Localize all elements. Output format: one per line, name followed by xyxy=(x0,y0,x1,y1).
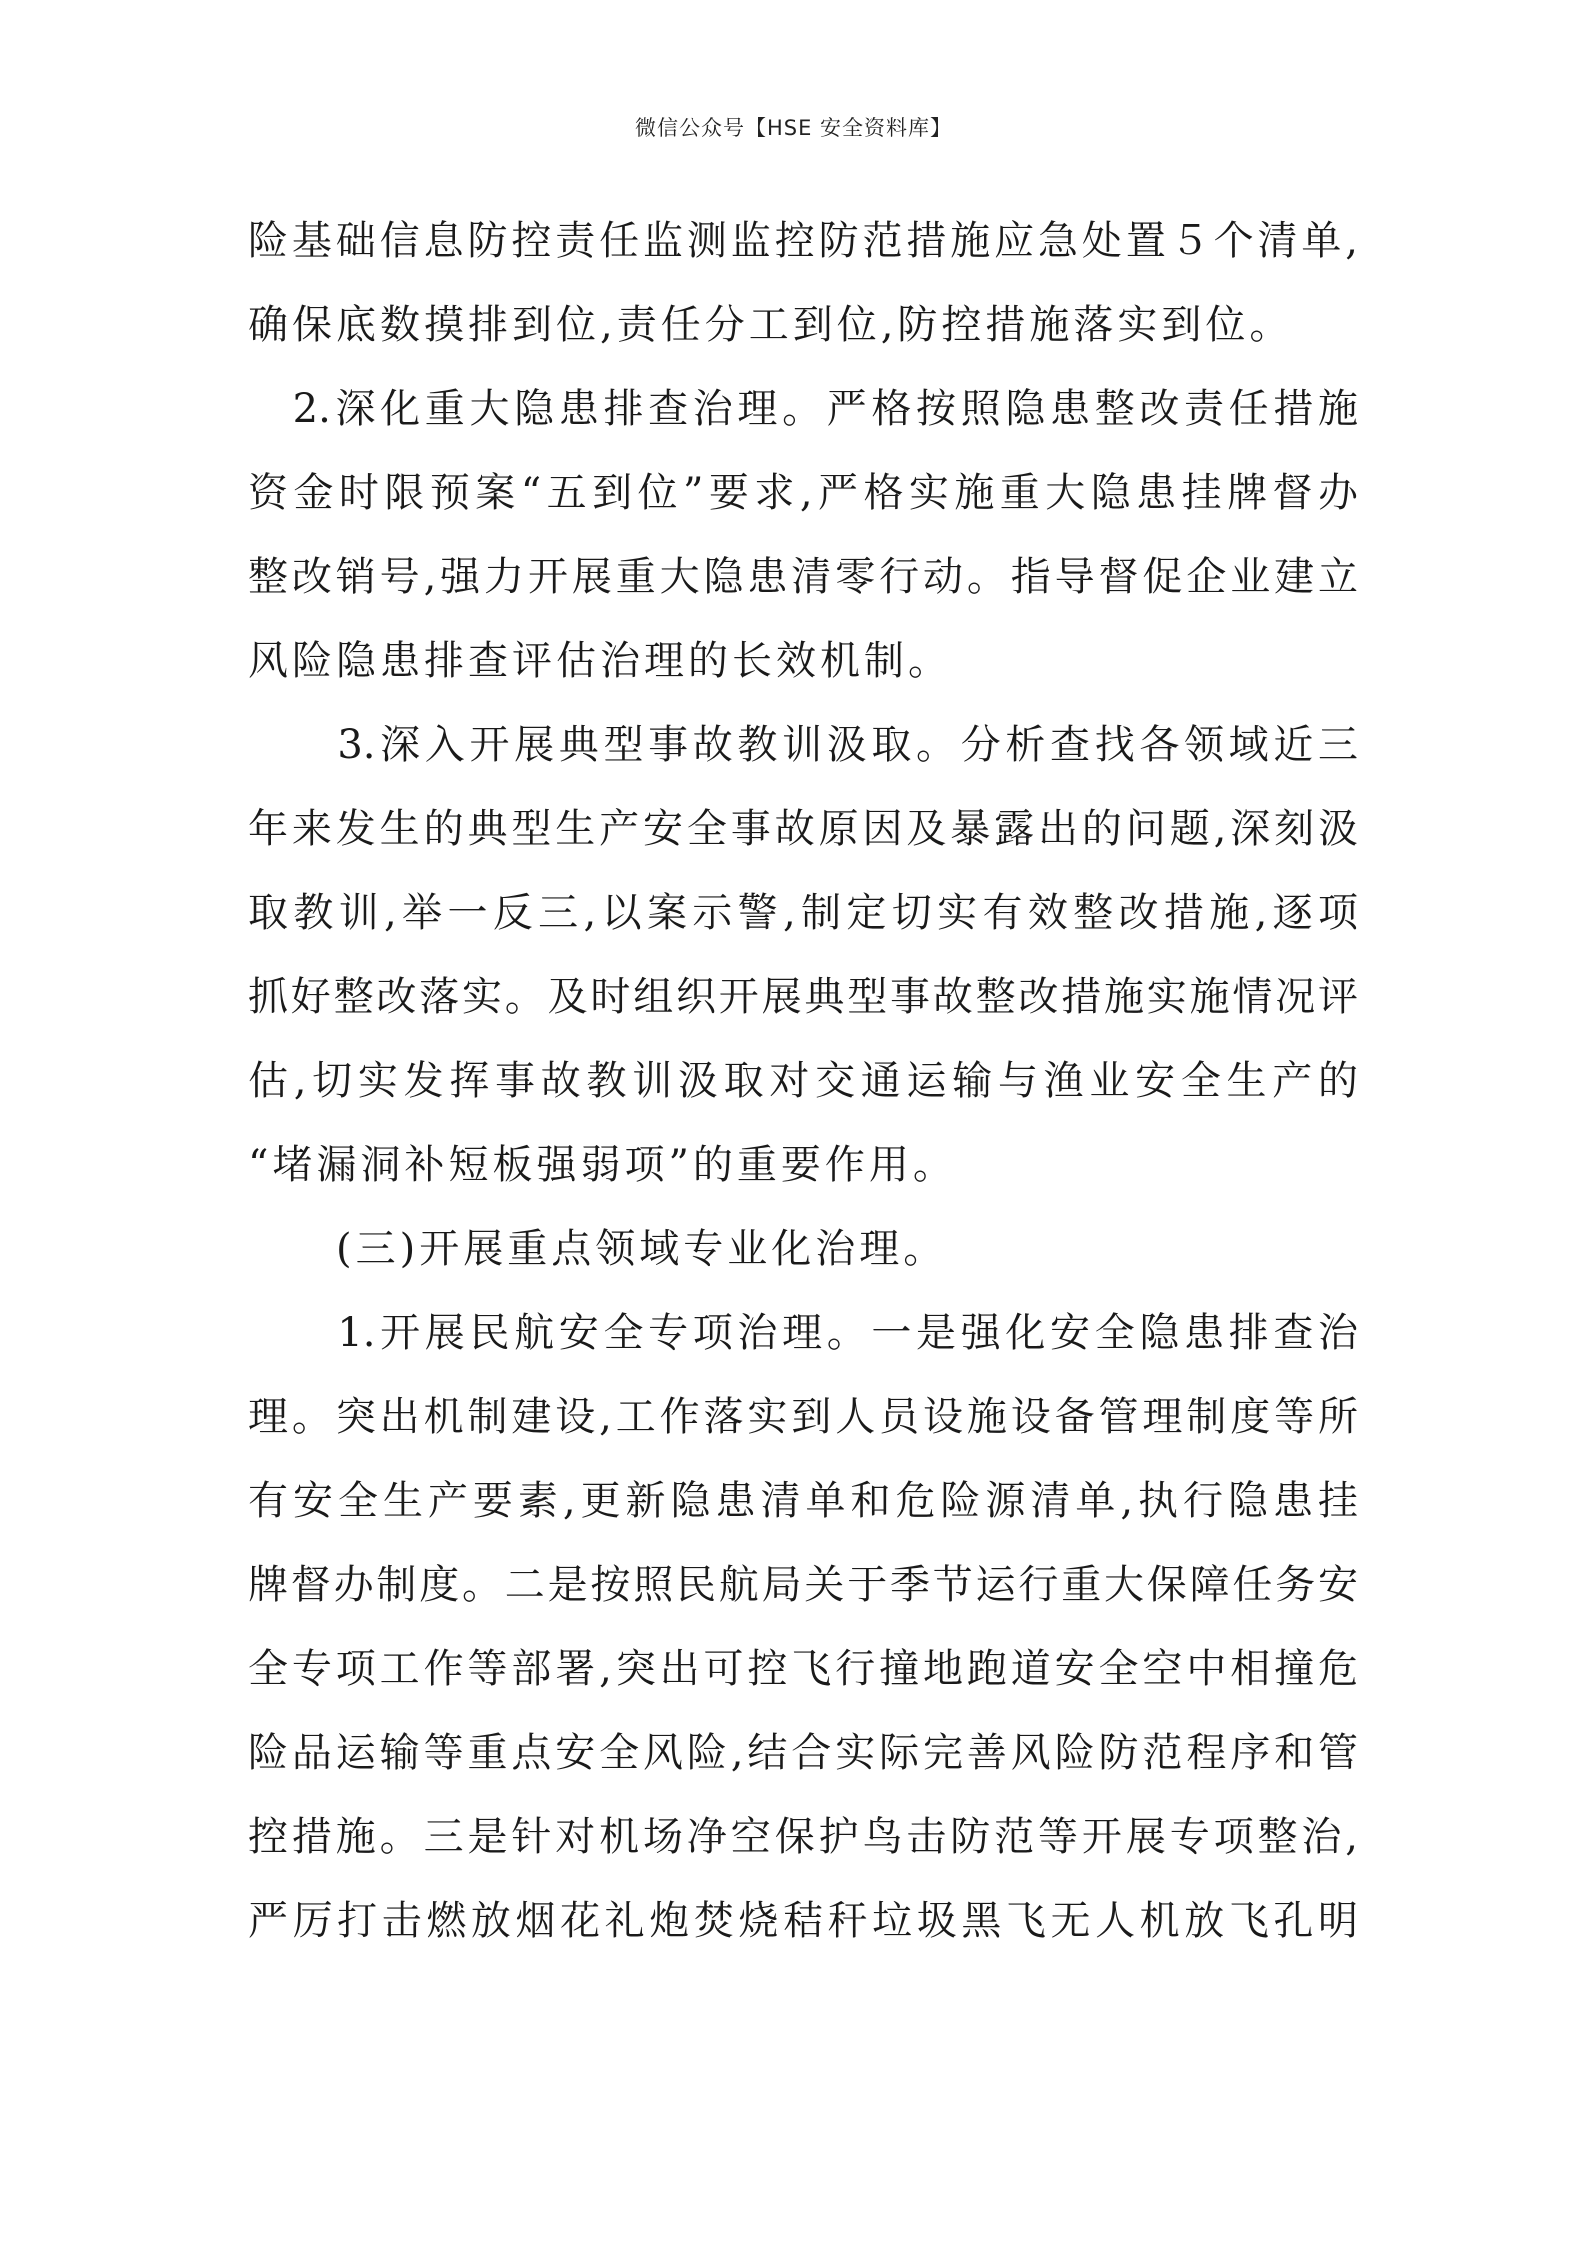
text-line: 控措施。三是针对机场净空保护鸟击防范等开展专项整治, xyxy=(248,1814,1358,1860)
text-line: 3.深入开展典型事故教训汲取。分析查找各领域近三 xyxy=(248,722,1358,768)
section-heading: (三)开展重点领域专业化治理。 xyxy=(248,1226,948,1272)
watermark-header: 微信公众号【HSE 安全资料库】 xyxy=(634,116,953,140)
text-line: 险基础信息防控责任监测监控防范措施应急处置５个清单, xyxy=(248,218,1358,264)
text-line: 取教训,举一反三,以案示警,制定切实有效整改措施,逐项 xyxy=(248,890,1358,936)
text-line: 严厉打击燃放烟花礼炮焚烧秸秆垃圾黑飞无人机放飞孔明 xyxy=(248,1898,1358,1944)
text-line: 确保底数摸排到位,责任分工到位,防控措施落实到位。 xyxy=(248,302,1294,348)
document-body xyxy=(248,199,1358,1963)
text-line: 年来发生的典型生产安全事故原因及暴露出的问题,深刻汲 xyxy=(248,806,1358,852)
text-line: 2.深化重大隐患排查治理。严格按照隐患整改责任措施 xyxy=(248,386,1358,432)
text-line: 资金时限预案“五到位”要求,严格实施重大隐患挂牌督办 xyxy=(248,470,1358,516)
text-line: 全专项工作等部署,突出可控飞行撞地跑道安全空中相撞危 xyxy=(248,1646,1358,1692)
text-line: “堵漏洞补短板强弱项”的重要作用。 xyxy=(248,1142,957,1188)
text-line: 险品运输等重点安全风险,结合实际完善风险防范程序和管 xyxy=(248,1730,1358,1776)
text-line: 抓好整改落实。及时组织开展典型事故整改措施实施情况评 xyxy=(248,974,1358,1020)
text-line: 有安全生产要素,更新隐患清单和危险源清单,执行隐患挂 xyxy=(248,1478,1358,1524)
text-line: 理。突出机制建设,工作落实到人员设施设备管理制度等所 xyxy=(248,1394,1358,1440)
text-line: 风险隐患排查评估治理的长效机制。 xyxy=(248,638,952,684)
text-line: 牌督办制度。二是按照民航局关于季节运行重大保障任务安 xyxy=(248,1562,1358,1608)
text-line: 整改销号,强力开展重大隐患清零行动。指导督促企业建立 xyxy=(248,554,1358,600)
text-line: 估,切实发挥事故教训汲取对交通运输与渔业安全生产的 xyxy=(248,1058,1358,1104)
text-line: 1.开展民航安全专项治理。一是强化安全隐患排查治 xyxy=(248,1310,1358,1356)
